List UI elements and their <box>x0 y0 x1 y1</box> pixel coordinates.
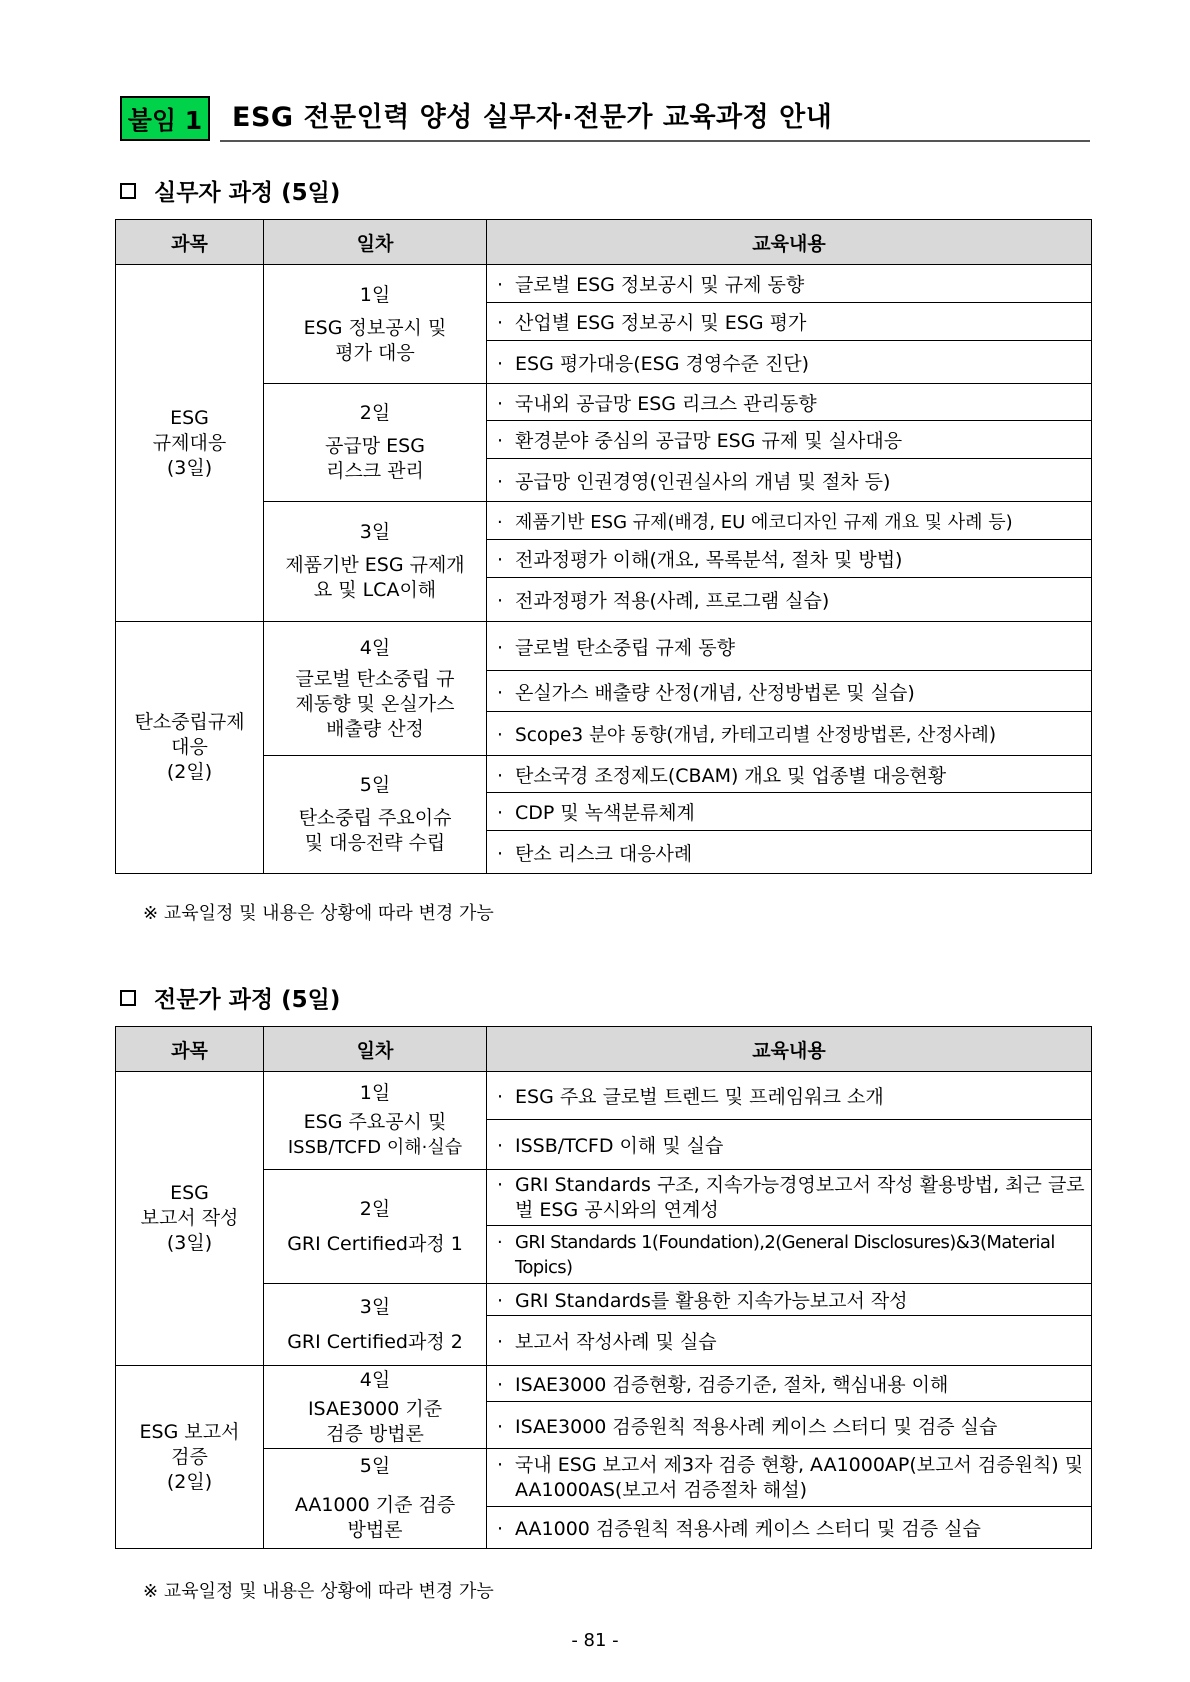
attachment-badge: 붙임 1 <box>120 96 210 141</box>
content-item: · AA1000 검증원칙 적용사례 케이스 스터디 및 검증 실습 <box>487 1507 1092 1549</box>
content-item: · 전과정평가 이해(개요, 목록분석, 절차 및 방법) <box>487 540 1092 578</box>
content-item: · 온실가스 배출량 산정(개념, 산정방법론 및 실습) <box>487 671 1092 712</box>
col-header-day: 일차 <box>264 1027 487 1072</box>
day-cell: 5일 AA1000 기준 검증 방법론 <box>264 1449 487 1549</box>
subject-cell: 탄소중립규제 대응 (2일) <box>116 622 264 874</box>
subject-cell: ESG 규제대응 (3일) <box>116 265 264 622</box>
day-cell: 1일 ESG 주요공시 및 ISSB/TCFD 이해·실습 <box>264 1072 487 1170</box>
section-title: 전문가 과정 (5일) <box>154 987 341 1013</box>
table-header-row <box>116 220 1092 265</box>
col-header-content: 교육내용 <box>487 220 1092 265</box>
schedule-note: ※ 교육일정 및 내용은 상황에 따라 변경 가능 <box>143 903 494 924</box>
table-row <box>116 265 1092 303</box>
checkbox-bullet-icon <box>120 990 136 1006</box>
table-row <box>116 1366 1092 1402</box>
title-underline <box>220 140 1090 142</box>
col-header-content: 교육내용 <box>487 1027 1092 1072</box>
content-item: · GRI Standards를 활용한 지속가능보고서 작성 <box>487 1284 1092 1316</box>
content-item: · ISAE3000 검증현황, 검증기준, 절차, 핵심내용 이해 <box>487 1366 1092 1402</box>
day-cell: 3일 제품기반 ESG 규제개 요 및 LCA이해 <box>264 502 487 622</box>
content-item: · 탄소국경 조정제도(CBAM) 개요 및 업종별 대응현황 <box>487 756 1092 793</box>
content-item: · ESG 평가대응(ESG 경영수준 진단) <box>487 341 1092 384</box>
content-item: · Scope3 분야 동향(개념, 카테고리별 산정방법론, 산정사례) <box>487 712 1092 756</box>
content-item: · 글로벌 ESG 정보공시 및 규제 동향 <box>487 265 1092 303</box>
day-cell: 5일 탄소중립 주요이슈 및 대응전략 수립 <box>264 756 487 874</box>
table-row <box>116 622 1092 671</box>
day-cell: 3일 GRI Certified과정 2 <box>264 1284 487 1366</box>
col-header-subject: 과목 <box>116 220 264 265</box>
day-cell: 2일 GRI Certified과정 1 <box>264 1170 487 1284</box>
content-item: · 보고서 작성사례 및 실습 <box>487 1316 1092 1366</box>
content-item: · 국내 ESG 보고서 제3자 검증 현황, AA1000AP(보고서 검증원칙) 및 AA1000AS(보고서 검증절차 해설) <box>487 1449 1092 1507</box>
content-item: · ISAE3000 검증원칙 적용사례 케이스 스터디 및 검증 실습 <box>487 1402 1092 1449</box>
day-cell: 1일 ESG 정보공시 및 평가 대응 <box>264 265 487 384</box>
section-heading-practitioner <box>120 174 340 207</box>
page-number: - 81 - <box>571 1630 619 1651</box>
day-cell: 4일 글로벌 탄소중립 규 제동향 및 온실가스 배출량 산정 <box>264 622 487 756</box>
content-item: · 산업별 ESG 정보공시 및 ESG 평가 <box>487 303 1092 341</box>
content-item: · 국내외 공급망 ESG 리크스 관리동향 <box>487 384 1092 421</box>
subject-cell: ESG 보고서 검증 (2일) <box>116 1366 264 1549</box>
day-cell: 4일 ISAE3000 기준 검증 방법론 <box>264 1366 487 1449</box>
col-header-subject: 과목 <box>116 1027 264 1072</box>
section-heading-expert <box>120 981 340 1014</box>
content-item: · CDP 및 녹색분류체계 <box>487 793 1092 831</box>
section-title: 실무자 과정 (5일) <box>154 180 341 206</box>
content-item: · GRI Standards 구조, 지속가능경영보고서 작성 활용방법, 최근 글로벌 ESG 공시와의 연계성 <box>487 1170 1092 1226</box>
schedule-note: ※ 교육일정 및 내용은 상황에 따라 변경 가능 <box>143 1581 494 1602</box>
content-item: · 글로벌 탄소중립 규제 동향 <box>487 622 1092 671</box>
checkbox-bullet-icon <box>120 183 136 199</box>
content-item: · 공급망 인권경영(인권실사의 개념 및 절차 등) <box>487 459 1092 502</box>
content-item: · 환경분야 중심의 공급망 ESG 규제 및 실사대응 <box>487 421 1092 459</box>
expert-course-table <box>115 1026 1092 1549</box>
content-item: · ESG 주요 글로벌 트렌드 및 프레임워크 소개 <box>487 1072 1092 1120</box>
table-header-row <box>116 1027 1092 1072</box>
content-item: · 전과정평가 적용(사례, 프로그램 실습) <box>487 578 1092 622</box>
day-cell: 2일 공급망 ESG 리스크 관리 <box>264 384 487 502</box>
content-item: · 탄소 리스크 대응사례 <box>487 831 1092 874</box>
content-item: · GRI Standards 1(Foundation),2(General Disclosures)&3(Material Topics) <box>487 1226 1092 1284</box>
practitioner-course-table <box>115 219 1092 874</box>
table-row <box>116 1072 1092 1120</box>
content-item: · ISSB/TCFD 이해 및 실습 <box>487 1120 1092 1170</box>
subject-cell: ESG 보고서 작성 (3일) <box>116 1072 264 1366</box>
col-header-day: 일차 <box>264 220 487 265</box>
content-item: · 제품기반 ESG 규제(배경, EU 에코디자인 규제 개요 및 사례 등) <box>487 502 1092 540</box>
page-title: ESG 전문인력 양성 실무자·전문가 교육과정 안내 <box>232 102 833 133</box>
